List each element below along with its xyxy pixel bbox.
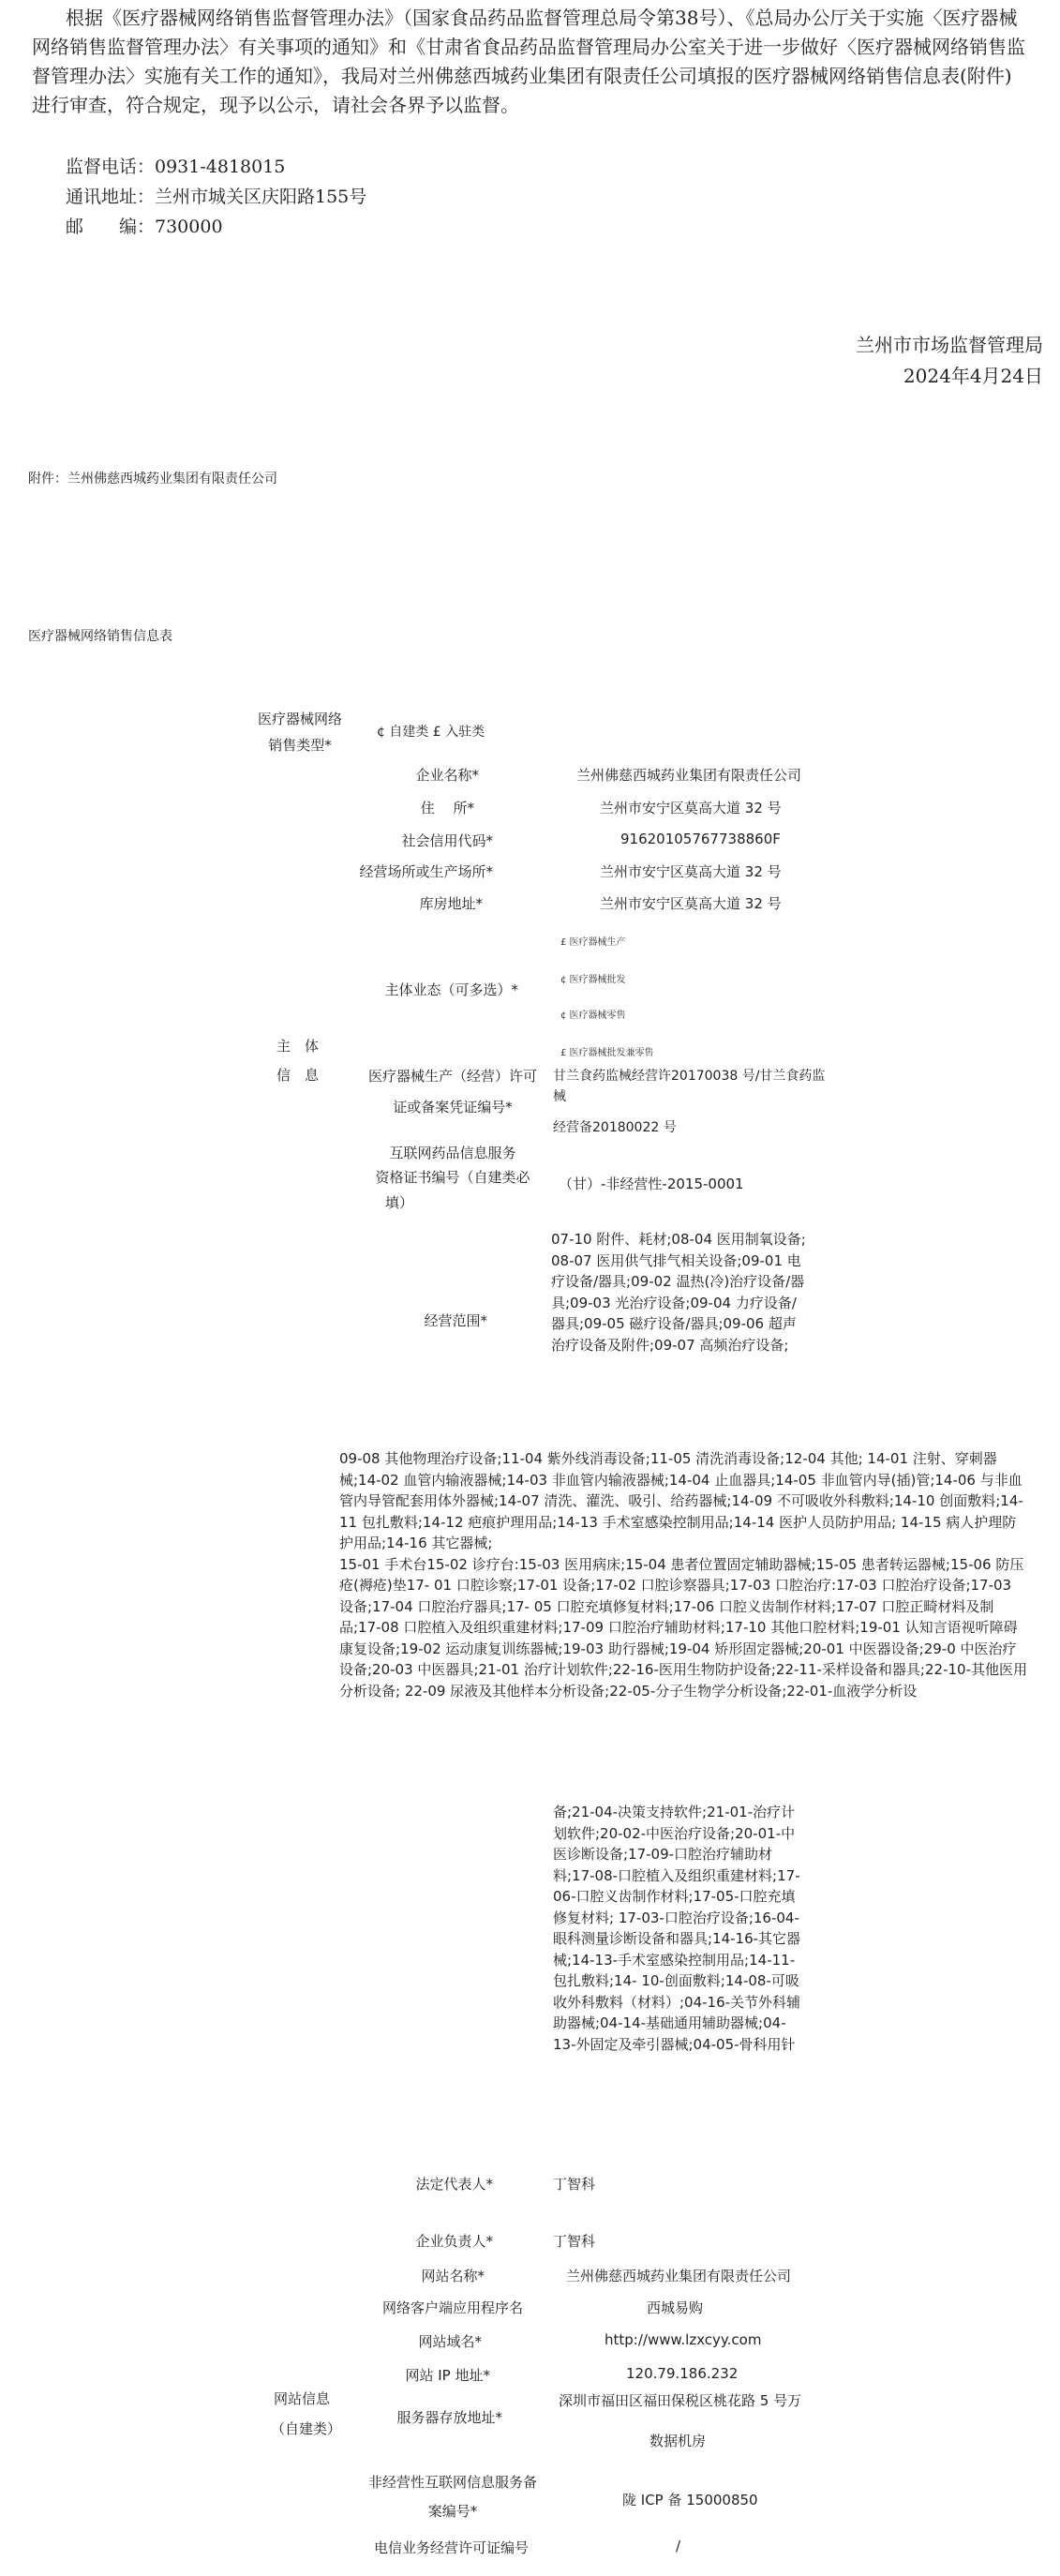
group-website-label-2: （自建类）: [271, 2420, 342, 2437]
principal: 丁智科: [553, 2233, 596, 2250]
business-form-option: £ 医疗器械生产: [560, 937, 626, 948]
credit-code: 91620105767738860F: [620, 831, 781, 847]
icp-label-2: 案编号*: [427, 2503, 478, 2520]
table-title: 医疗器械网络销售信息表: [28, 629, 172, 644]
company-name: 兰州佛慈西城药业集团有限责任公司: [576, 767, 802, 784]
warehouse: 兰州市安宁区莫高大道 32 号: [600, 895, 782, 912]
telecom-license: /: [676, 2538, 681, 2554]
legal-rep: 丁智科: [553, 2176, 596, 2193]
business-form-option: £ 医疗器械批发兼零售: [560, 1048, 654, 1058]
residence-label: 住 所*: [420, 800, 474, 816]
group-website-label-1: 网站信息: [274, 2390, 331, 2407]
domain-label: 网站域名*: [418, 2333, 482, 2350]
server-address-1: 深圳市福田区福田保税区桃花路 5 号万: [559, 2392, 802, 2409]
internet-cert: （甘）-非经营性-2015-0001: [559, 1176, 744, 1192]
issue-date: 2024年4月24日: [903, 365, 1043, 387]
supervision-phone: 监督电话：0931-4818015: [66, 157, 286, 177]
group-main-label-1: 主 体: [276, 1038, 320, 1055]
license-number-2: 械: [553, 1089, 566, 1104]
business-site: 兰州市安宁区莫高大道 32 号: [600, 863, 782, 880]
business-form-option: ¢ 医疗器械零售: [560, 1011, 626, 1021]
business-scope-narrow: 07-10 附件、耗材;08-04 医用制氧设备; 08-07 医用供气排气相关设备;09-01 电疗设备/器具;09-02 温热(冷)治疗设备/器具;09-03 光治疗设备;09-04 力疗设备/器具;09-05 磁疗设备/器具;09-06 超声治疗设备及附件;09-07 高频治疗设备;: [551, 1231, 806, 1354]
legal-rep-label: 法定代表人*: [415, 2176, 493, 2193]
sales-type-value: ¢ 自建类 £ 入驻类: [377, 725, 485, 740]
principal-label: 企业负责人*: [415, 2233, 493, 2250]
notice-paragraph: 根据《医疗器械网络销售监督管理办法》（国家食品药品监督管理总局令第38号）、《总局办公厅关于实施〈医疗器械网络销售监督管理办法〉有关事项的通知》和《甘肃省食品药品监督管理局办公室关于进一步做好〈医疗器械网络销售监督管理办法〉实施有关工作的通知》，我局对兰州佛慈西城药业集团有限责任公司填报的医疗器械网络销售信息表(附件)进行审查，符合规定，现予以公示，请社会各界予以监督。: [32, 7, 1025, 116]
attachment-line: 附件：兰州佛慈西城药业集团有限责任公司: [28, 472, 277, 487]
license-number-1: 甘兰食药监械经营许20170038 号/甘兰食药监: [553, 1069, 826, 1084]
warehouse-label: 库房地址*: [419, 895, 483, 912]
server-address-2: 数据机房: [649, 2433, 707, 2449]
company-name-label: 企业名称*: [415, 767, 479, 784]
app-name-label: 网络客户端应用程序名: [381, 2299, 523, 2316]
business-scope-wide: 09-08 其他物理治疗设备;11-04 紫外线消毒设备;11-05 清洗消毒设备;12-04 其他; 14-01 注射、穿刺器械;14-02 血管内输液器械;14-03 非血管内输液器械;14-04 止血器具;14-05 非血管内导(插)管;14-06 与非血管内导管配套用体外器械;14-07 清洗、灌洗、吸引、给药器械;14-09 不可吸收外科敷料;14-10 创面敷料;14-11 包扎敷料;14-12 疤痕护理用品;14-13 手术室感染控制用品;14-14 医护人员防护用品; 14-15 病人护理防护用品;14-16 其它器械; 15-01 手术台15-02 诊疗台:15-03 医用病床;15-04 患者位置固定辅助器械;15-05 患者转运器械;15-06 防压疮(褥疮)垫17- 01 口腔诊察;17-01 设备;17-02 口腔诊察器具;17-03 口腔治疗:17-03 口腔治疗设备;17-03 设备;17-04 口腔治疗器具;17- 05 口腔充填修复材料;17-06 口腔义齿制作材料;17-07 口腔正畸材料及制品;17-08 口腔植入及组织重建材料;17-09 口腔治疗辅助材料;17-10 其他口腔材料;19-01 认知言语视听障碍康复设备;19-02 运动康复训练器械;19-03 助行器械;19-04 矫形固定器械;20-01 中医器设备;29-0 中医治疗设备;20-03 中医器具;21-01 治疗计划软件;22-16-医用生物防护设备;22-11-采样设备和器具;22-10-其他医用分析设备; 22-09 尿液及其他样本分析设备;22-05-分子生物学分析设备;22-01-血液学分析设: [339, 1450, 1027, 1700]
issuer: 兰州市市场监督管理局: [856, 334, 1043, 356]
icp-number: 陇 ICP 备 15000850: [622, 2492, 758, 2509]
internet-cert-label-1: 互联网药品信息服务: [389, 1145, 516, 1161]
business-form-label: 主体业态（可多选）*: [384, 981, 518, 998]
ip: 120.79.186.232: [626, 2365, 739, 2382]
credit-code-label: 社会信用代码*: [401, 832, 493, 849]
site-name-label: 网站名称*: [421, 2268, 485, 2284]
license-label-1: 医疗器械生产（经营）许可: [367, 1068, 537, 1085]
telecom-license-label: 电信业务经营许可证编号: [373, 2539, 529, 2556]
license-number-3: 经营备20180022 号: [553, 1120, 677, 1135]
license-label-2: 证或备案凭证编号*: [393, 1099, 513, 1116]
server-address-label: 服务器存放地址*: [396, 2409, 502, 2426]
sales-type-label-1: 医疗器械网络: [257, 711, 342, 727]
business-scope-tail: 备;21-04-决策支持软件;21-01-治疗计划软件;20-02-中医治疗设备;20-01-中医诊断设备;17-09-口腔治疗辅助材料;17-08-口腔植入及组织重建材料;17-06-口腔义齿制作材料;17-05-口腔充填修复材料; 17-03-口腔治疗设备;16-04-眼科测量诊断设备和器具;14-16-其它器械;14-13-手术室感染控制用品;14-11-包扎敷料;14- 10-创面敷料;14-08-可吸收外科敷料（材料）;04-16-关节外科辅助器械;04-14-基础通用辅助器械;04-13-外固定及牵引器械;04-05-骨科用针: [553, 1804, 801, 2053]
business-form-option: ¢ 医疗器械批发: [560, 975, 626, 985]
postcode: 邮 编：730000: [66, 217, 223, 237]
residence: 兰州市安宁区莫高大道 32 号: [600, 800, 782, 816]
mailing-address: 通讯地址：兰州市城关区庆阳路155号: [66, 187, 367, 207]
internet-cert-label-2: 资格证书编号（自建类必: [375, 1169, 530, 1186]
site-name: 兰州佛慈西城药业集团有限责任公司: [566, 2268, 792, 2284]
domain: http://www.lzxcyy.com: [605, 2331, 762, 2348]
app-name: 西城易购: [647, 2299, 704, 2316]
sales-type-label-2: 销售类型*: [268, 737, 332, 754]
internet-cert-label-3: 填）: [384, 1194, 413, 1211]
icp-label-1: 非经营性互联网信息服务备: [367, 2474, 537, 2491]
group-main-label-2: 信 息: [276, 1067, 320, 1084]
ip-label: 网站 IP 地址*: [405, 2367, 490, 2384]
business-scope-label: 经营范围*: [424, 1312, 487, 1329]
business-site-label: 经营场所或生产场所*: [359, 863, 493, 880]
